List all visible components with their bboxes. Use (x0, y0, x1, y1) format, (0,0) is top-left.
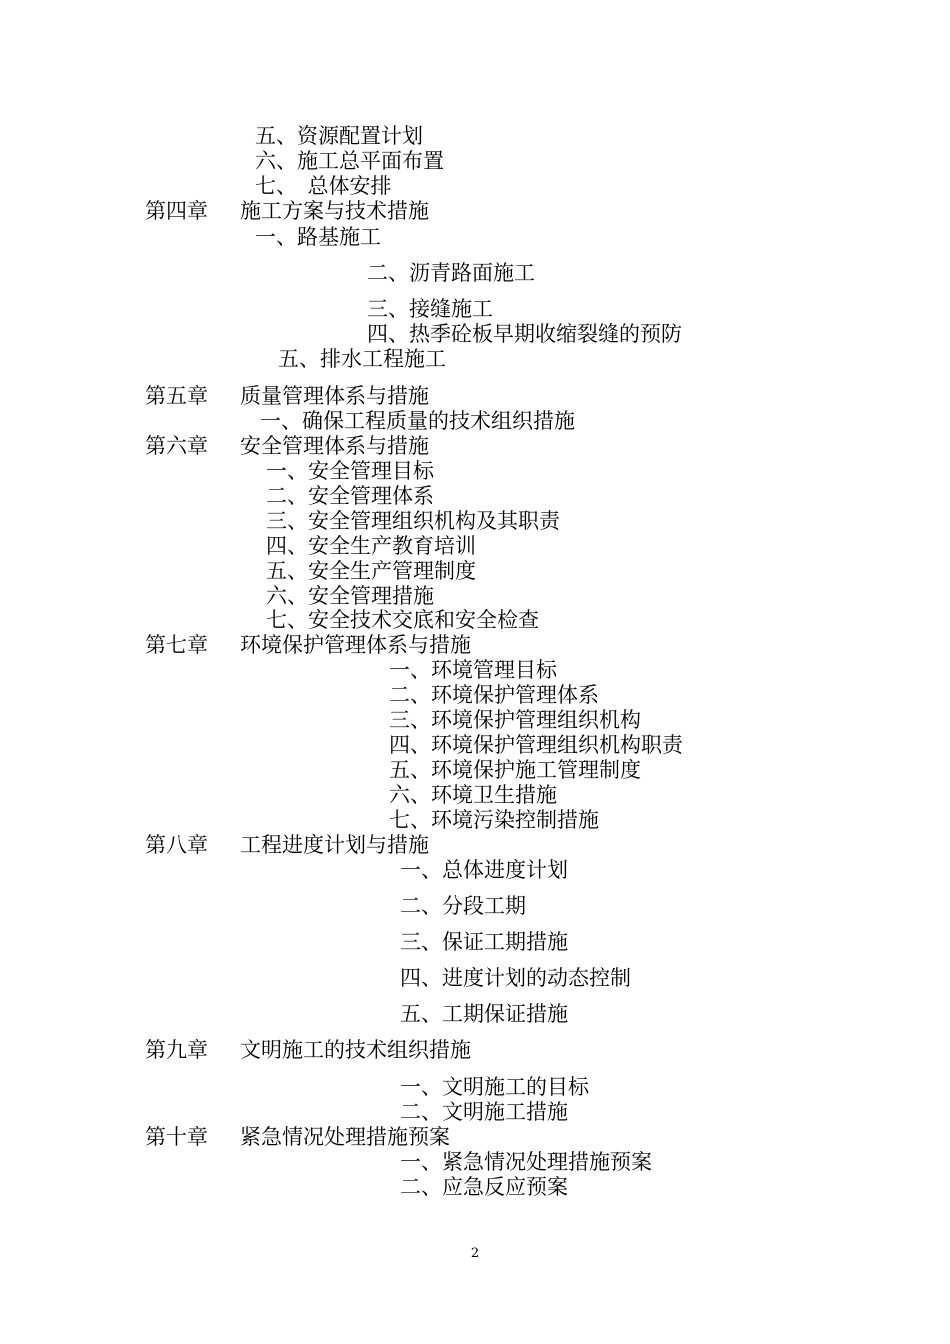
toc-entry: 一、紧急情况处理措施预案 (400, 1150, 652, 1174)
toc-entry: 六、环境卫生措施 (389, 783, 557, 807)
toc-entry: 四、环境保护管理组织机构职责 (389, 733, 683, 757)
toc-entry: 二、分段工期 (400, 894, 526, 918)
chapter-title: 质量管理体系与措施 (240, 384, 429, 408)
toc-entry: 五、安全生产管理制度 (266, 559, 476, 583)
toc-entry: 三、环境保护管理组织机构 (389, 708, 641, 732)
page-number: 2 (470, 1246, 480, 1261)
toc-entry: 二、环境保护管理体系 (389, 683, 599, 707)
toc-entry: 七、 总体安排 (255, 174, 392, 198)
chapter-heading (145, 199, 845, 224)
toc-entry: 五、工期保证措施 (400, 1002, 568, 1026)
chapter-title: 紧急情况处理措施预案 (240, 1125, 450, 1149)
toc-entry: 三、接缝施工 (367, 297, 493, 321)
toc-entry: 二、应急反应预案 (400, 1175, 568, 1199)
toc-entry: 六、安全管理措施 (266, 584, 434, 608)
chapter-number: 第八章 (145, 833, 208, 857)
chapter-heading (145, 384, 845, 409)
toc-entry: 一、安全管理目标 (266, 459, 434, 483)
toc-entry: 二、文明施工措施 (400, 1100, 568, 1124)
chapter-title: 安全管理体系与措施 (240, 434, 429, 458)
chapter-number: 第十章 (145, 1125, 208, 1149)
toc-entry: 一、文明施工的目标 (400, 1075, 589, 1099)
toc-entry: 三、保证工期措施 (400, 930, 568, 954)
chapter-number: 第四章 (145, 199, 208, 223)
chapter-heading (145, 1125, 845, 1150)
chapter-number: 第五章 (145, 384, 208, 408)
toc-entry: 二、沥青路面施工 (367, 261, 535, 285)
toc-entry: 一、确保工程质量的技术组织措施 (260, 409, 575, 433)
chapter-heading (145, 434, 845, 459)
toc-entry: 一、环境管理目标 (389, 658, 557, 682)
toc-entry: 四、安全生产教育培训 (266, 534, 476, 558)
chapter-heading (145, 833, 845, 858)
toc-entry: 三、安全管理组织机构及其职责 (266, 509, 560, 533)
toc-entry: 四、进度计划的动态控制 (400, 966, 631, 990)
chapter-title: 工程进度计划与措施 (240, 833, 429, 857)
toc-entry: 七、安全技术交底和安全检查 (266, 608, 539, 632)
toc-entry: 五、环境保护施工管理制度 (389, 758, 641, 782)
chapter-number: 第九章 (145, 1038, 208, 1062)
chapter-heading (145, 633, 845, 658)
toc-entry: 一、总体进度计划 (400, 858, 568, 882)
chapter-number: 第六章 (145, 434, 208, 458)
chapter-title: 施工方案与技术措施 (240, 199, 429, 223)
toc-entry: 一、路基施工 (255, 225, 381, 249)
chapter-number: 第七章 (145, 633, 208, 657)
chapter-heading (145, 1038, 845, 1063)
toc-entry: 五、资源配置计划 (255, 124, 423, 148)
toc-entry: 四、热季砼板早期收缩裂缝的预防 (367, 322, 682, 346)
chapter-title: 环境保护管理体系与措施 (240, 633, 471, 657)
toc-entry: 五、排水工程施工 (278, 347, 446, 371)
chapter-title: 文明施工的技术组织措施 (240, 1038, 471, 1062)
toc-entry: 六、施工总平面布置 (255, 149, 444, 173)
toc-entry: 七、环境污染控制措施 (389, 808, 599, 832)
toc-entry: 二、安全管理体系 (266, 484, 434, 508)
